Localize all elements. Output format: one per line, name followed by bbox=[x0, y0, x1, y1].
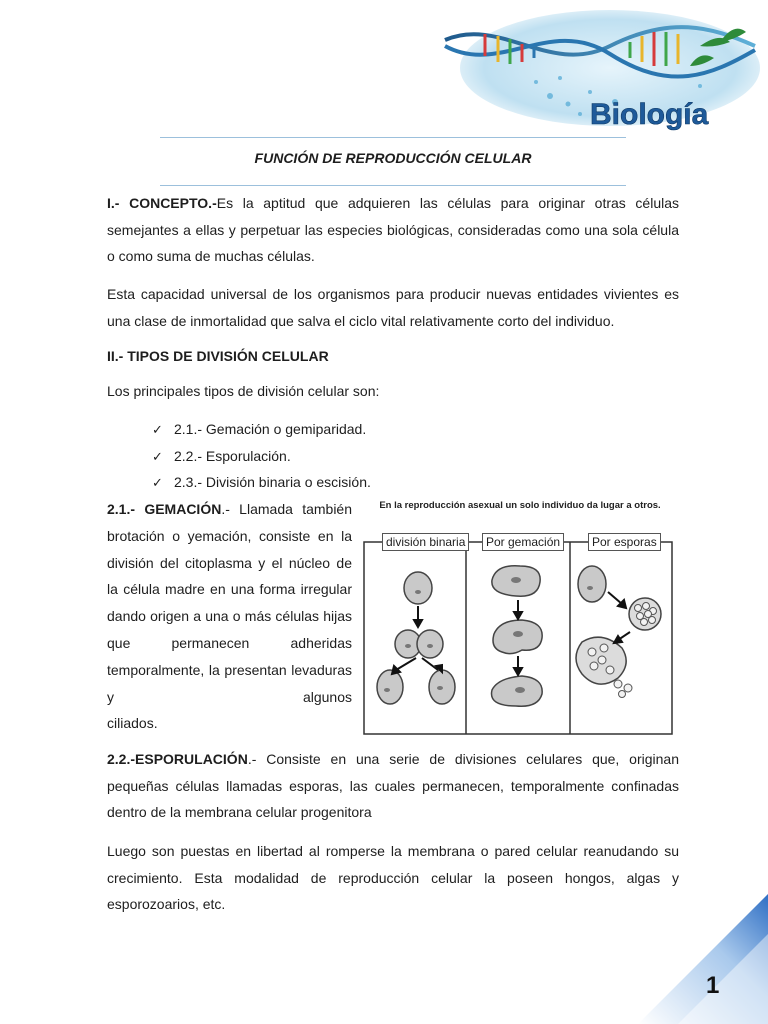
esporulacion-text: .- Consiste en una serie de divisiones celulares que, originan pequeñas células llamadas esporas, las cuales permanecen, temporalmente confinadas dentro de la membrana celular progenitora bbox=[107, 751, 679, 820]
check-icon: ✓ bbox=[152, 476, 163, 491]
gemacion-label: 2.1.- GEMACIÓN bbox=[107, 501, 222, 517]
check-icon: ✓ bbox=[152, 449, 163, 465]
corner-decoration-icon bbox=[638, 894, 768, 1024]
division-types-list bbox=[152, 416, 371, 496]
section-types-heading: II.- TIPOS DE DIVISIÓN CELULAR bbox=[107, 348, 329, 364]
panel-label-binary: división binaria bbox=[382, 533, 469, 551]
gemacion-last-line: ciliados. bbox=[107, 715, 158, 732]
title-rule-top bbox=[160, 137, 626, 138]
section-concept-label: I.- CONCEPTO.- bbox=[107, 195, 217, 211]
check-icon: ✓ bbox=[152, 423, 163, 438]
list-item-text: 2.2.- Esporulación. bbox=[174, 447, 291, 464]
title-rule-bottom bbox=[160, 185, 626, 186]
esporulacion-paragraph bbox=[107, 746, 679, 826]
list-item bbox=[152, 416, 371, 443]
page-number: 1 bbox=[706, 972, 720, 999]
list-item bbox=[152, 443, 371, 470]
gemacion-text: .- Llamada también brotación o yemación, consiste en la división del citoplasma y el núcleo de la célula madre en una forma irregular dando origen a una o más células hijas que permanecen adheridas temporalmente, la presentan levaduras y algunos bbox=[107, 501, 353, 705]
logo-text: Biología bbox=[590, 98, 709, 131]
page-title: FUNCIÓN DE REPRODUCCIÓN CELULAR bbox=[254, 150, 532, 166]
section-concept bbox=[107, 190, 679, 270]
list-item-text: 2.3.- División binaria o escisión. bbox=[174, 474, 371, 490]
biologia-logo bbox=[440, 6, 760, 132]
list-item-text: 2.1.- Gemación o gemiparidad. bbox=[174, 421, 367, 437]
paragraph-release: Luego son puestas en libertad al romperse la membrana o pared celular reanudando su crecimiento. Esta modalidad de reproducción celular la poseen hongos, algas y esporozoarios, etc. bbox=[107, 843, 679, 912]
panel-label-budding: Por gemación bbox=[482, 533, 564, 551]
panel-label-spores: Por esporas bbox=[588, 533, 661, 551]
list-item bbox=[152, 469, 371, 496]
asexual-reproduction-figure bbox=[360, 498, 680, 742]
dna-helix-logo-icon bbox=[440, 6, 760, 132]
gemacion-paragraph bbox=[107, 496, 352, 737]
figure-caption: En la reproducción asexual un solo individuo da lugar a otros. bbox=[379, 500, 661, 511]
esporulacion-label: 2.2.-ESPORULACIÓN bbox=[107, 751, 248, 767]
section-concept-text: Es la aptitud que adquieren las células para originar otras células semejantes a ellas y perpetuar las especies biológicas, consideradas como una sola célula o como suma de muchas células. bbox=[107, 195, 680, 264]
section-types-intro: Los principales tipos de división celular son: bbox=[107, 383, 380, 399]
paragraph-capacity: Esta capacidad universal de los organismos para producir nuevas entidades vivientes es una clase de inmortalidad que salva el ciclo vital relativamente corto del individuo. bbox=[107, 286, 679, 329]
